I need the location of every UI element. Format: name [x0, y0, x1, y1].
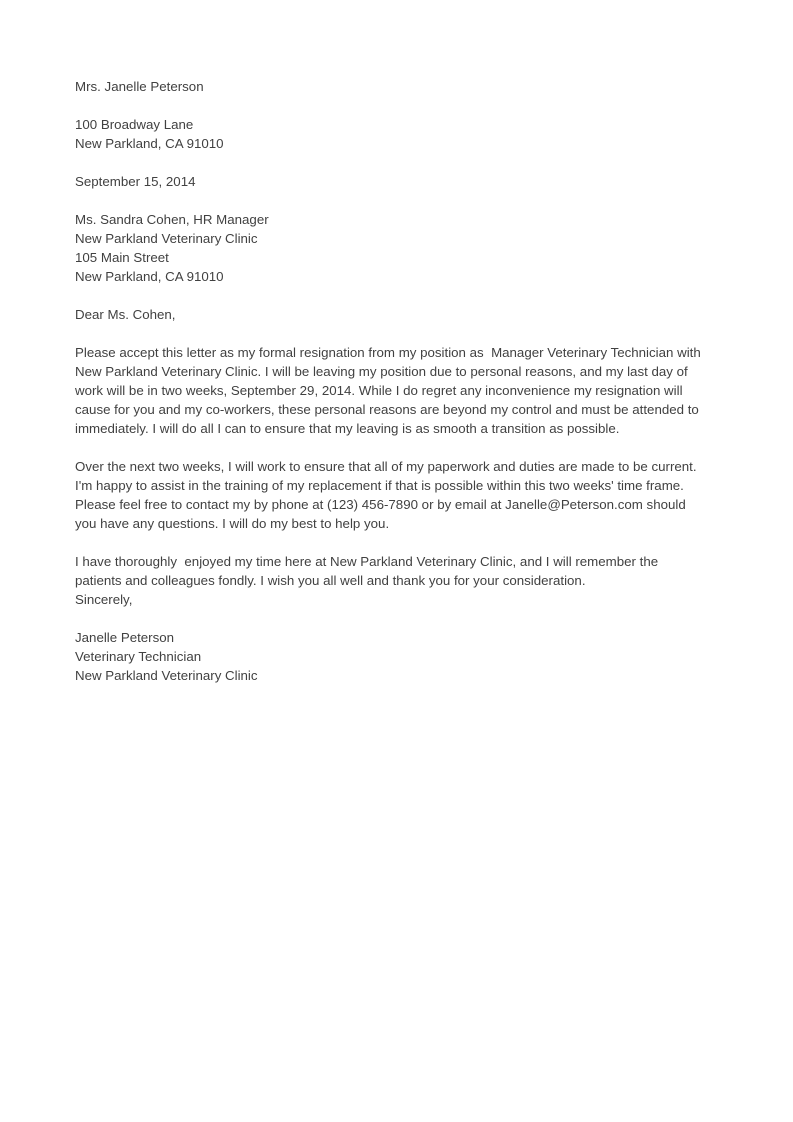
- sender-address-block: [75, 115, 703, 153]
- sender-address-line: New Parkland, CA 91010: [75, 136, 224, 151]
- body-paragraph-2: Over the next two weeks, I will work to ensure that all of my paperwork and duties are made to be current. I'm happy to assist in the training of my replacement if that is possible within this two weeks' time frame. Please feel free to contact my by phone at (123) 456-7890 or by email at Janelle@Peterson.com should you have any questions. I will do my best to help you.: [75, 459, 701, 531]
- body-paragraph-1: Please accept this letter as my formal resignation from my position as Manager Veterinary Technician with New Parkland Veterinary Clinic. I will be leaving my position due to personal reasons, and my last day of work will be in two weeks, September 29, 2014. While I do regret any inconvenience my resignation will cause for you and my co-workers, these personal reasons are beyond my control and must be attended to immediately. I will do all I can to ensure that my leaving is as smooth a transition as possible.: [75, 345, 705, 436]
- letter-date: September 15, 2014: [75, 174, 196, 189]
- recipient-block: [75, 210, 703, 286]
- sender-name: Mrs. Janelle Peterson: [75, 79, 204, 94]
- signature-name: Janelle Peterson: [75, 630, 175, 645]
- body-paragraph-3: I have thoroughly enjoyed my time here at New Parkland Veterinary Clinic, and I will remember the patients and colleagues fondly. I wish you all well and thank you for your consideration.: [75, 554, 662, 588]
- recipient-line: New Parkland Veterinary Clinic: [75, 231, 258, 246]
- salutation: Dear Ms. Cohen,: [75, 307, 176, 322]
- recipient-line: 105 Main Street: [75, 250, 169, 265]
- closing: Sincerely,: [75, 592, 133, 607]
- signature-block: [75, 628, 703, 685]
- sender-block: [75, 77, 703, 96]
- recipient-line: New Parkland, CA 91010: [75, 269, 224, 284]
- sender-address-line: 100 Broadway Lane: [75, 117, 194, 132]
- recipient-line: Ms. Sandra Cohen, HR Manager: [75, 212, 269, 227]
- letter-content: [75, 77, 703, 685]
- signature-company: New Parkland Veterinary Clinic: [75, 668, 258, 683]
- signature-title: Veterinary Technician: [75, 649, 202, 664]
